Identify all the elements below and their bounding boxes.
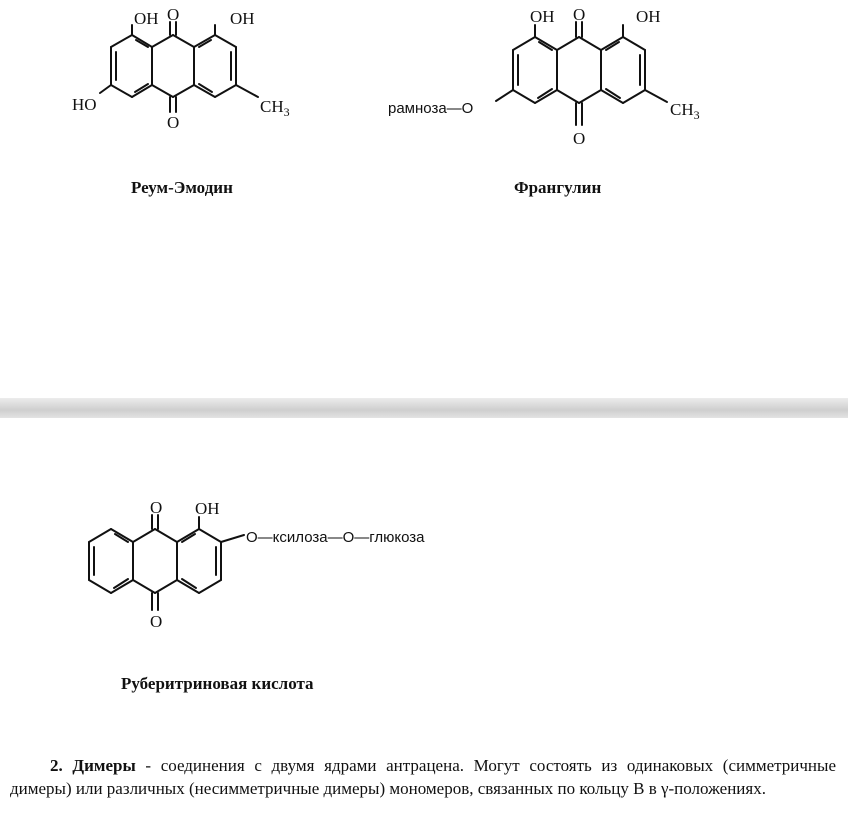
ruberythric-acid-caption: Руберитриновая кислота: [121, 674, 314, 693]
ho-label: HO: [72, 95, 97, 114]
paragraph-text: - соединения с двумя ядрами антрацена. Могут состоять из одинаковых (симметричные димеры) или различных (несимметричные димеры) мономеров, связанных по кольцу B в γ-положениях.: [10, 756, 836, 798]
dimers-paragraph: [10, 754, 836, 800]
oh-label-right: OH: [636, 7, 661, 26]
rhamnose-label: рамноза—O: [388, 100, 474, 117]
reum-emodin-caption: Реум-Эмодин: [131, 178, 233, 197]
frangulin-caption: Франгулин: [514, 178, 602, 197]
ruberythric-acid-structure: [70, 488, 490, 658]
oxo-label-bottom: O: [150, 612, 163, 631]
methyl-label: $CH_3$: [260, 97, 290, 119]
oh-label: OH: [195, 499, 220, 518]
page-separator: [0, 398, 848, 418]
oh-label-left: OH: [530, 7, 555, 26]
oxo-label-bottom: O: [167, 113, 180, 132]
reum-emodin-structure: [60, 0, 350, 160]
document-page-2: [0, 418, 848, 840]
oh-label-left: OH: [134, 9, 159, 28]
frangulin-structure: [380, 0, 740, 160]
document-page-1: [0, 0, 848, 398]
xylose-glucose-chain-label: O—ксилоза—O—глюкоза: [246, 529, 425, 546]
oxo-label-top: O: [150, 498, 163, 517]
paragraph-number: 2.: [50, 756, 63, 775]
oxo-label-bottom: O: [573, 129, 586, 148]
oxo-label-top: O: [573, 5, 586, 24]
oh-label-right: OH: [230, 9, 255, 28]
paragraph-term: Димеры: [72, 756, 136, 775]
oxo-label-top: O: [167, 5, 180, 24]
methyl-label: $CH_3$: [670, 100, 700, 122]
